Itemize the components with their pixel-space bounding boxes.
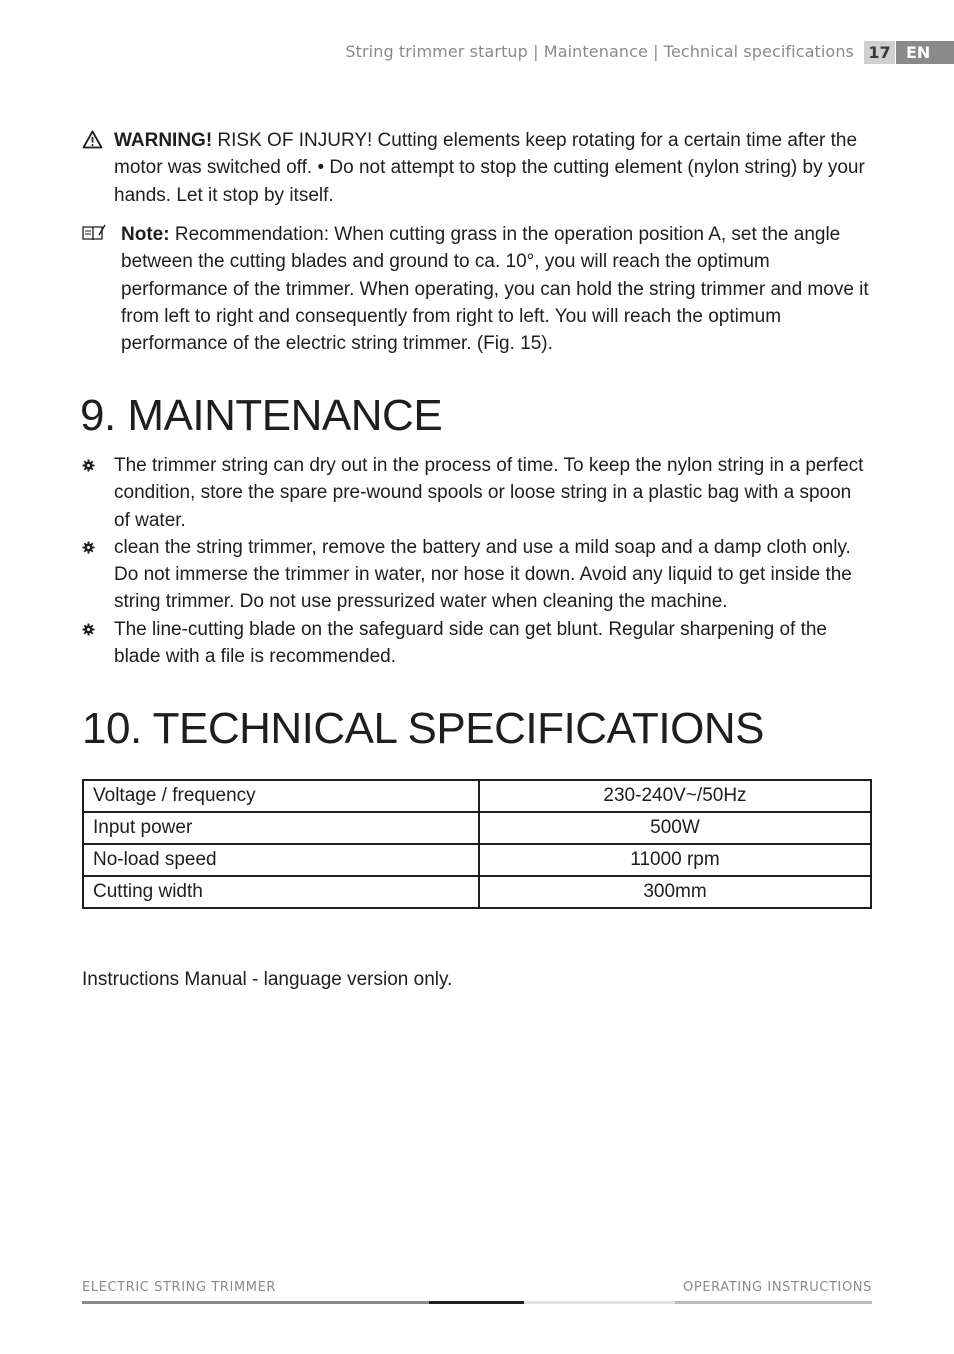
manual-language-note: Instructions Manual - language version only. — [82, 969, 453, 990]
table-row — [83, 876, 871, 908]
spec-value: 300mm — [479, 876, 871, 908]
gear-icon — [82, 459, 95, 472]
note-book-icon — [82, 224, 106, 242]
spec-parameter: Input power — [83, 812, 479, 844]
footer-divider-segment — [675, 1301, 872, 1304]
spec-parameter: No-load speed — [83, 844, 479, 876]
warning-triangle-icon — [82, 130, 103, 149]
spec-value: 11000 rpm — [479, 844, 871, 876]
list-item — [82, 534, 872, 616]
warning-text: RISK OF INJURY! Cutting elements keep rotating for a certain time after the motor was switched off. • Do not attempt to stop the cutting element (nylon string) by your hands. Let it stop by itself. — [114, 130, 865, 206]
language-badge: EN — [896, 41, 954, 64]
footer-divider-segment — [82, 1301, 429, 1304]
footer-left-label: ELECTRIC STRING TRIMMER — [82, 1280, 277, 1295]
maintenance-heading: 9. MAINTENANCE — [80, 391, 443, 440]
spec-value: 500W — [479, 812, 871, 844]
spec-parameter: Voltage / frequency — [83, 780, 479, 812]
page-number: 17 — [864, 41, 895, 64]
table-row — [83, 812, 871, 844]
specs-table — [82, 779, 872, 909]
spec-value: 230-240V~/50Hz — [479, 780, 871, 812]
list-item-text: The trimmer string can dry out in the process of time. To keep the nylon string in a perfect condition, store the spare pre-wound spools or loose string in a plastic bag with a spoon of water. — [114, 455, 864, 531]
list-item-text: The line-cutting blade on the safeguard side can get blunt. Regular sharpening of the blade with a file is recommended. — [114, 618, 827, 668]
header-title: String trimmer startup | Maintenance | Technical specifications — [345, 42, 854, 61]
warning-paragraph — [114, 127, 874, 209]
gear-icon — [82, 623, 95, 636]
specs-heading: 10. TECHNICAL SPECIFICATIONS — [82, 704, 765, 753]
maintenance-list — [82, 452, 872, 670]
table-row — [83, 844, 871, 876]
gear-icon — [82, 541, 95, 554]
note-paragraph — [121, 221, 876, 357]
list-item — [82, 616, 872, 671]
footer-right-label: OPERATING INSTRUCTIONS — [683, 1280, 872, 1295]
footer-divider-segment — [429, 1301, 524, 1304]
list-item-text: clean the string trimmer, remove the battery and use a mild soap and a damp cloth only. Do not immerse the trimmer in water, nor hose it down. Avoid any liquid to get inside the string trimmer. Do not use pressurized water when cleaning the machine. — [114, 536, 852, 613]
table-row — [83, 780, 871, 812]
warning-label: WARNING! — [114, 130, 213, 151]
note-text: Recommendation: When cutting grass in the operation position A, set the angle between the cutting blades and ground to ca. 10°, you will reach the optimum performance of the trimmer. When operating, you can hold the string trimmer and move it from left to right and consequently from right to left. You will reach the optimum performance of the electric string trimmer. (Fig. 15). — [121, 224, 869, 355]
list-item — [82, 452, 872, 534]
note-label: Note: — [121, 224, 170, 245]
footer-divider-segment — [524, 1301, 675, 1304]
spec-parameter: Cutting width — [83, 876, 479, 908]
